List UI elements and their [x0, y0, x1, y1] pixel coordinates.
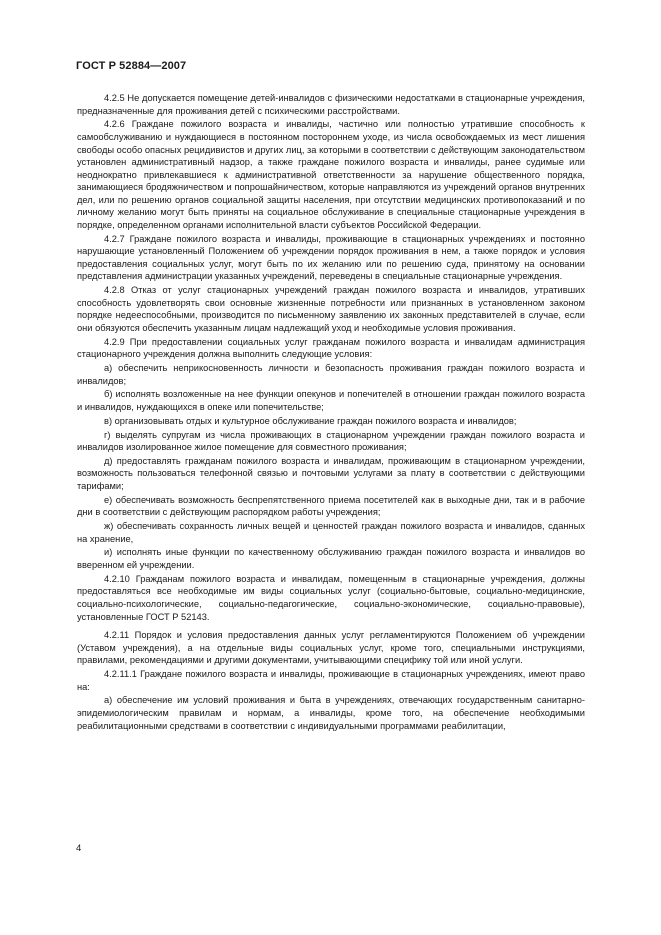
- clause-4-2-11: 4.2.11 Порядок и условия предоставления данных услуг регламентируются Положением об учреждении (Уставом учреждения), а на отдельные виды социальных услуг, кроме того, специальными инструкциями, правилами, рекомендациями и другими документами, учитывающими специфику той или иной услуги.: [77, 630, 585, 666]
- list-item-g: г) выделять супругам из числа проживающих в стационарном учреждении граждан пожилого возраста и инвалидов изолированное жилое помещение для совместного проживания;: [77, 429, 585, 453]
- clause-4-2-10: 4.2.10 Гражданам пожилого возраста и инвалидам, помещенным в стационарные учреждения, должны предоставляться все необходимые им виды социальных услуг (социально-бытовые, социально-медицинские, социально-психологические, социально-педагогические, социально-экономические, социально-правовые), установленные ГОСТ Р 52143.: [77, 573, 585, 622]
- page-number: 4: [76, 843, 82, 854]
- list-item-a-rights: а) обеспечение им условий проживания и быта в учреждениях, отвечающих государственным санитарно-эпидемиологическим правилам и нормам, а инвалиды, кроме того, на обеспечение необходимыми реабилитационными средствами в соответствии с индивидуальными программами реабилитации,: [77, 695, 585, 731]
- document-body: [77, 92, 585, 733]
- document-header: ГОСТ Р 52884—2007: [76, 60, 187, 72]
- clause-4-2-6: 4.2.6 Граждане пожилого возраста и инвалиды, частично или полностью утратившие способность к самообслуживанию и нуждающиеся в постоянном постороннем уходе, из числа освобождаемых из мест лишения свободы особо опасных рецидивистов и других лиц, за которыми в соответствии с действующим законодательством установлен административный надзор, а также граждане пожилого возраста и инвалиды, ранее судимые или неоднократно привлекавшиеся к административной ответственности за нарушение общественного порядка, занимающиеся бродяжничеством и попрошайничеством, которые направляются из учреждений органов внутренних дел, или по решению органов социальной защиты населения, при отсутствии медицинских противопоказаний и по личному желанию могут быть приняты на социальное обслуживание в специальные стационарные учреждения в порядке, определенном органами исполнительной власти субъектов Российской Федерации.: [77, 119, 585, 230]
- list-item-e: е) обеспечивать возможность беспрепятственного приема посетителей как в выходные дни, так и в рабочие дни в соответствии с действующим распорядком работы учреждения;: [77, 494, 585, 518]
- clause-4-2-5: 4.2.5 Не допускается помещение детей-инвалидов с физическими недостатками в стационарные учреждения, предназначенные для проживания детей с психическими расстройствами.: [77, 93, 585, 116]
- clause-4-2-8: 4.2.8 Отказ от услуг стационарных учреждений граждан пожилого возраста и инвалидов, утративших способность удовлетворять свои основные жизненные потребности или признанных в установленном законом порядке недееспособными, производится по письменному заявлению их законных представителей в случае, если они обязуются обеспечить указанным лицам надлежащий уход и необходимые условия проживания.: [77, 285, 585, 333]
- list-item-i: и) исполнять иные функции по качественному обслуживанию граждан пожилого возраста и инвалидов во вверенном ей учреждении.: [77, 547, 585, 571]
- list-item-zh: ж) обеспечивать сохранность личных вещей и ценностей граждан пожилого возраста и инвалидов, сданных на хранение,: [77, 521, 585, 544]
- list-item-v: в) организовывать отдых и культурное обслуживание граждан пожилого возраста и инвалидов;: [104, 415, 517, 426]
- clause-4-2-7: 4.2.7 Граждане пожилого возраста и инвалиды, проживающие в стационарных учреждениях и постоянно нарушающие установленный Положением об учреждении порядок проживания в нем, а также порядок и условия предоставления социальных услуг, могут быть по их желанию или по решению суда, принятому на основании представления администрации указанных учреждений, переведены в специальные стационарные учреждения.: [77, 233, 585, 282]
- list-item-d: д) предоставлять гражданам пожилого возраста и инвалидам, проживающим в стационарном учреждении, возможность пользоваться телефонной связью и почтовыми услугами за плату в соответствии с действующими тарифами;: [77, 455, 585, 492]
- clause-4-2-11-1: 4.2.11.1 Граждане пожилого возраста и инвалиды, проживающие в стационарных учреждениях, имеют право на:: [77, 669, 585, 692]
- list-item-a: а) обеспечить неприкосновенность личности и безопасность проживания граждан пожилого возраста и инвалидов;: [77, 363, 585, 386]
- clause-4-2-9: 4.2.9 При предоставлении социальных услуг гражданам пожилого возраста и инвалидам администрация стационарного учреждения должна выполнить следующие условия:: [77, 336, 585, 360]
- list-item-b: б) исполнять возложенные на нее функции опекунов и попечителей в отношении граждан пожилого возраста и инвалидов, нуждающихся в опеке или попечительстве;: [77, 389, 585, 412]
